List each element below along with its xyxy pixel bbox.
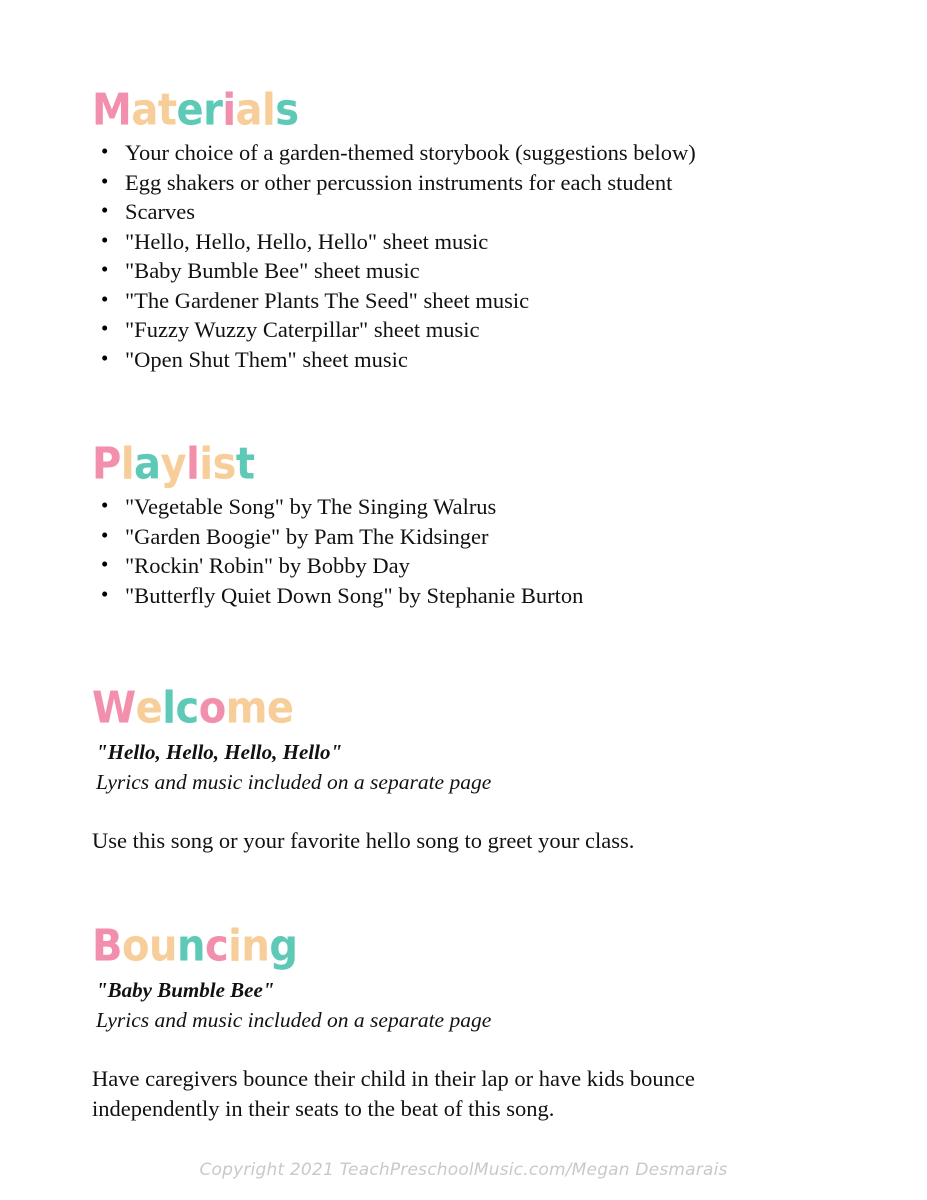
list-item: • Scarves [92, 197, 857, 227]
heading-letter: t [235, 439, 255, 490]
list-item: • Egg shakers or other percussion instruments for each student [92, 168, 857, 198]
list-item: • "Rockin' Robin" by Bobby Day [92, 551, 857, 581]
welcome-section [92, 683, 857, 856]
list-item: • "Fuzzy Wuzzy Caterpillar" sheet music [92, 315, 857, 345]
list-item: • "Butterfly Quiet Down Song" by Stephanie Burton [92, 581, 857, 611]
spacer [92, 797, 857, 826]
list-item: • "Hello, Hello, Hello, Hello" sheet music [92, 227, 857, 257]
heading-letter: a [134, 439, 161, 490]
heading-letter: u [148, 921, 177, 972]
heading-letter: i [199, 439, 213, 490]
materials-heading [92, 85, 857, 136]
heading-letter: l [186, 439, 200, 490]
spacer [92, 856, 857, 928]
materials-list [92, 138, 857, 374]
heading-letter: a [131, 85, 158, 136]
welcome-song-title: "Hello, Hello, Hello, Hello" [96, 740, 343, 764]
heading-letter: r [203, 85, 223, 136]
materials-section [92, 85, 857, 374]
heading-letter: i [228, 921, 242, 972]
heading-letter: s [212, 439, 236, 490]
welcome-paragraph: Use this song or your favorite hello song to greet your class. [92, 828, 635, 853]
heading-letter: e [176, 85, 204, 136]
bouncing-paragraph: Have caregivers bounce their child in their lap or have kids bounce independently in their seats to the beat of this song. [92, 1066, 695, 1121]
heading-letter: l [120, 439, 135, 490]
heading-letter: B [92, 921, 122, 972]
heading-letter: c [204, 921, 229, 972]
heading-letter: e [266, 683, 294, 734]
heading-letter: o [198, 683, 226, 734]
footer-copyright: Copyright 2021 TeachPreschoolMusic.com/Megan Desmarais [199, 1160, 728, 1180]
heading-letter: s [275, 85, 299, 136]
heading-letter: a [235, 85, 263, 136]
list-item: • "Vegetable Song" by The Singing Walrus [92, 492, 857, 522]
playlist-section [92, 439, 857, 610]
spacer [92, 1035, 857, 1064]
playlist-heading [92, 439, 857, 490]
list-item: • "Baby Bumble Bee" sheet music [92, 256, 857, 286]
heading-letter: e [135, 683, 163, 734]
heading-letter: l [162, 683, 176, 734]
heading-letter: W [92, 683, 136, 734]
list-item: • "The Gardener Plants The Seed" sheet music [92, 286, 857, 316]
heading-letter: M [92, 85, 132, 136]
bouncing-heading [92, 921, 857, 972]
heading-letter: n [176, 921, 205, 972]
bouncing-song-note: Lyrics and music included on a separate page [96, 1008, 492, 1032]
bouncing-section [92, 921, 857, 1124]
bouncing-song-title: "Baby Bumble Bee" [96, 978, 275, 1002]
heading-letter: i [222, 85, 236, 136]
list-item: • "Open Shut Them" sheet music [92, 345, 857, 375]
heading-letter: y [160, 439, 187, 490]
list-item: • Your choice of a garden-themed storybook (suggestions below) [92, 138, 857, 168]
heading-letter: n [241, 921, 270, 972]
spacer [92, 610, 857, 690]
heading-letter: P [92, 439, 121, 490]
heading-letter: o [122, 921, 149, 972]
spacer [92, 374, 857, 446]
playlist-list [92, 492, 857, 610]
heading-letter: g [269, 921, 298, 972]
heading-letter: m [225, 683, 267, 734]
list-item: • "Garden Boogie" by Pam The Kidsinger [92, 522, 857, 552]
heading-letter: l [262, 85, 276, 136]
welcome-song-note: Lyrics and music included on a separate page [96, 770, 492, 794]
heading-letter: t [157, 85, 177, 136]
heading-letter: c [175, 683, 199, 734]
welcome-heading [92, 683, 857, 734]
